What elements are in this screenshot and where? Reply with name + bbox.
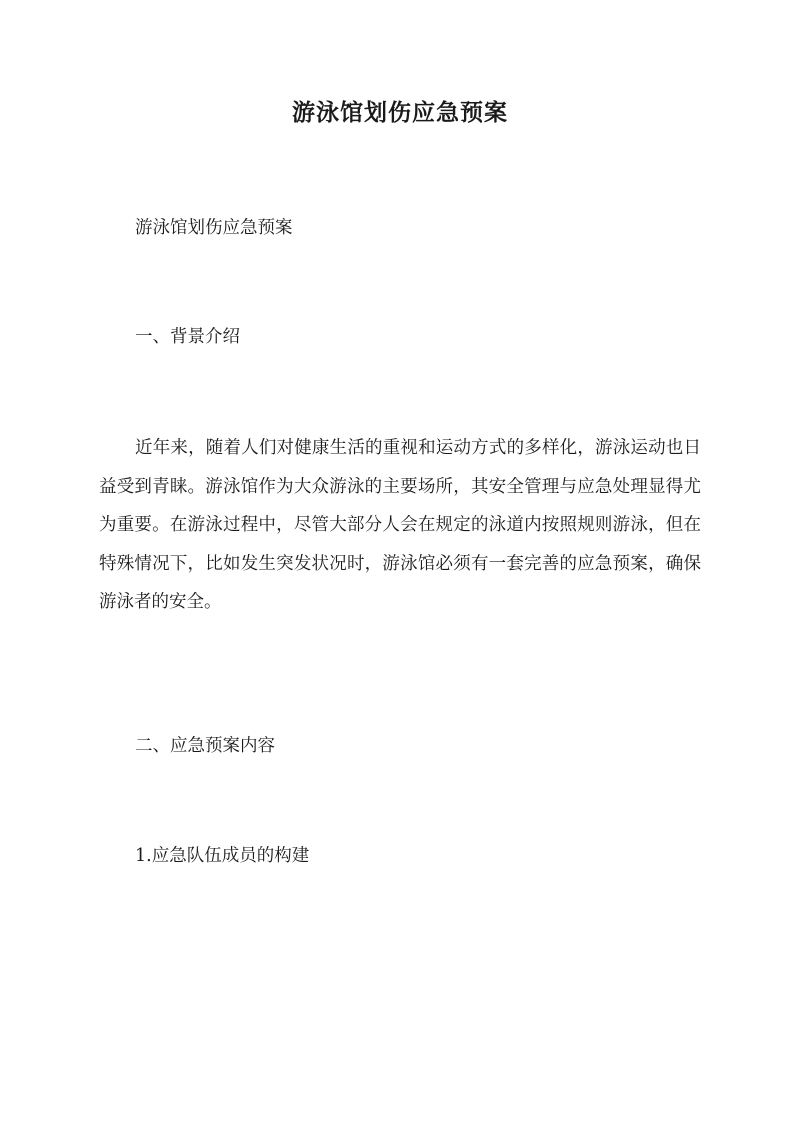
section-heading-background: 一、背景介绍 [135,327,240,347]
background-paragraph: 近年来，随着人们对健康生活的重视和运动方式的多样化，游泳运动也日益受到青睐。游泳馆作为大众游泳的主要场所，其安全管理与应急处理显得尤为重要。在游泳过程中，尽管大部分人会在规定的泳道内按照规则游泳，但在特殊情况下，比如发生突发状况时，游泳馆必须有一套完善的应急预案，确保游泳者的安全。 [99,438,701,612]
subsection-heading-team: 1.应急队伍成员的构建 [135,846,310,866]
section-heading-plan-content: 二、应急预案内容 [135,736,275,756]
document-subtitle: 游泳馆划伤应急预案 [135,218,293,238]
document-title: 游泳馆划伤应急预案 [292,99,508,126]
